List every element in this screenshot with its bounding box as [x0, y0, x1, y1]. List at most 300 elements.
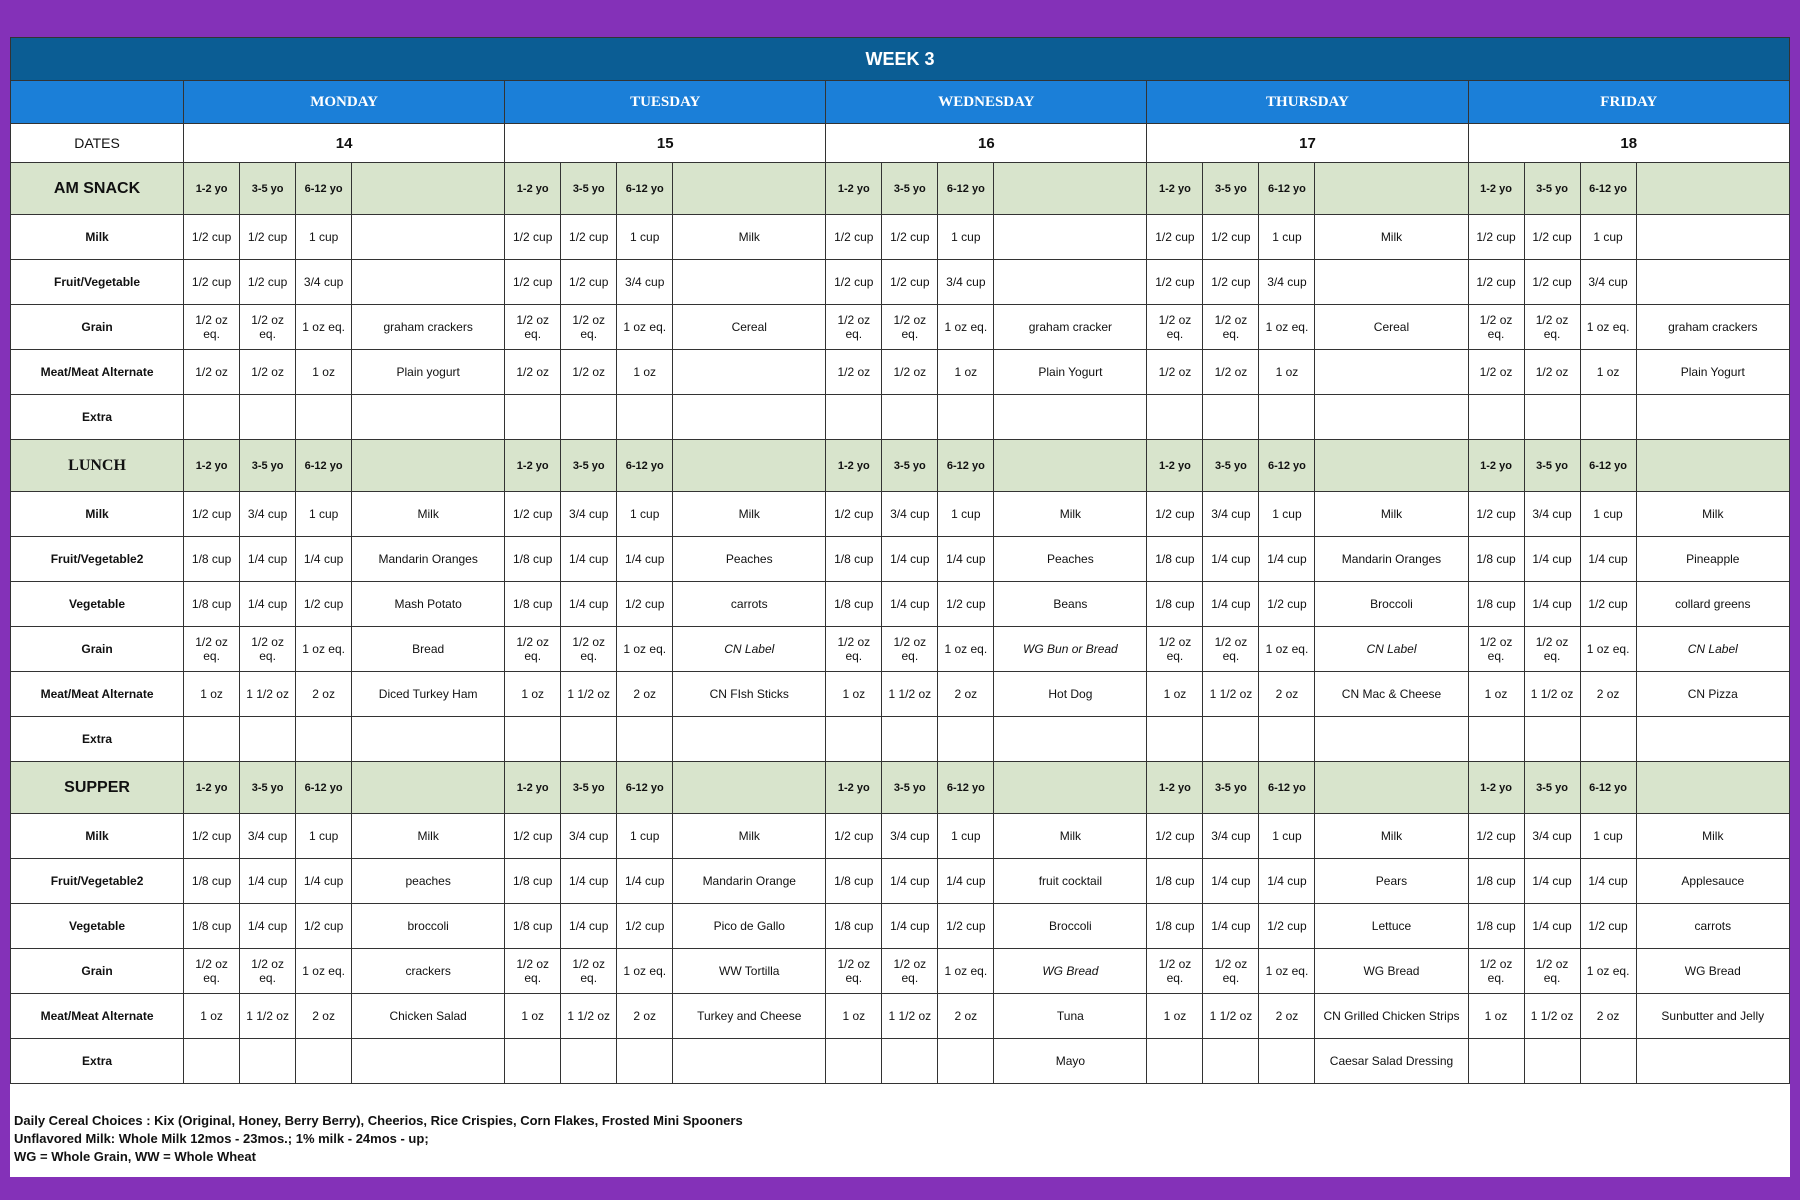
serving-quantity: 1/2 oz eq. [882, 627, 938, 672]
food-item [1636, 215, 1789, 260]
serving-quantity: 1/4 cup [882, 904, 938, 949]
food-item: carrots [1636, 904, 1789, 949]
serving-quantity [1580, 717, 1636, 762]
food-item [1315, 350, 1468, 395]
serving-quantity: 1/8 cup [184, 859, 240, 904]
meal-component-row [11, 994, 1790, 1039]
food-item: Beans [994, 582, 1147, 627]
food-item: Turkey and Cheese [673, 994, 826, 1039]
food-item: Mandarin Oranges [1315, 537, 1468, 582]
meal-component-row [11, 859, 1790, 904]
day-header-row [11, 81, 1790, 124]
serving-quantity: 3/4 cup [882, 814, 938, 859]
age-group-header: 3-5 yo [561, 440, 617, 492]
section-title: SUPPER [11, 762, 184, 814]
dates-row [11, 124, 1790, 163]
serving-quantity: 1 oz eq. [938, 949, 994, 994]
age-group-header: 6-12 yo [617, 762, 673, 814]
serving-quantity: 1 cup [938, 814, 994, 859]
age-group-header: 3-5 yo [240, 163, 296, 215]
serving-quantity [938, 717, 994, 762]
serving-quantity: 1/4 cup [1203, 904, 1259, 949]
serving-quantity: 1 oz [505, 672, 561, 717]
serving-quantity [1580, 395, 1636, 440]
serving-quantity [826, 717, 882, 762]
serving-quantity: 1/2 cup [184, 215, 240, 260]
section-title: AM SNACK [11, 163, 184, 215]
serving-quantity: 1/2 oz eq. [561, 949, 617, 994]
food-item: Pears [1315, 859, 1468, 904]
footnote-abbreviations: WG = Whole Grain, WW = Whole Wheat [14, 1149, 256, 1164]
food-item: Cereal [1315, 305, 1468, 350]
serving-quantity: 1 cup [617, 492, 673, 537]
food-item: Milk [1636, 492, 1789, 537]
serving-quantity: 2 oz [1580, 672, 1636, 717]
serving-quantity: 1 cup [938, 492, 994, 537]
meal-component-row [11, 260, 1790, 305]
serving-quantity: 1/4 cup [1524, 904, 1580, 949]
food-item: Diced Turkey Ham [352, 672, 505, 717]
food-item: WG Bread [994, 949, 1147, 994]
serving-quantity: 1/4 cup [1524, 537, 1580, 582]
serving-quantity: 1/2 cup [1203, 260, 1259, 305]
age-group-header: 3-5 yo [882, 163, 938, 215]
serving-quantity: 1/2 oz eq. [240, 627, 296, 672]
serving-quantity: 1/8 cup [505, 537, 561, 582]
serving-quantity: 1 1/2 oz [240, 994, 296, 1039]
serving-quantity: 1 oz [1259, 350, 1315, 395]
food-item [1315, 260, 1468, 305]
serving-quantity: 1/2 oz [184, 350, 240, 395]
serving-quantity: 2 oz [296, 672, 352, 717]
serving-quantity: 1/2 oz eq. [1203, 627, 1259, 672]
age-group-header: 6-12 yo [938, 163, 994, 215]
food-item: CN Label [1636, 627, 1789, 672]
component-label: Vegetable [11, 904, 184, 949]
serving-quantity: 1/2 cup [184, 492, 240, 537]
day-header: WEDNESDAY [826, 81, 1147, 124]
component-label: Meat/Meat Alternate [11, 350, 184, 395]
serving-quantity: 1 oz [1147, 994, 1203, 1039]
serving-quantity: 1/2 oz eq. [826, 305, 882, 350]
serving-quantity: 1/2 oz eq. [240, 305, 296, 350]
food-item: Milk [1636, 814, 1789, 859]
component-label: Grain [11, 949, 184, 994]
serving-quantity: 1 cup [1259, 814, 1315, 859]
serving-quantity [1203, 717, 1259, 762]
serving-quantity: 1 oz [1147, 672, 1203, 717]
age-group-header: 6-12 yo [296, 163, 352, 215]
serving-quantity [240, 395, 296, 440]
serving-quantity [1468, 717, 1524, 762]
serving-quantity: 1 1/2 oz [882, 994, 938, 1039]
serving-quantity: 1/8 cup [1147, 904, 1203, 949]
food-item: Plain yogurt [352, 350, 505, 395]
food-item [1315, 717, 1468, 762]
food-item: peaches [352, 859, 505, 904]
food-item: Pineapple [1636, 537, 1789, 582]
serving-quantity: 1 1/2 oz [561, 672, 617, 717]
food-item [673, 1039, 826, 1084]
food-item: Milk [1315, 215, 1468, 260]
food-item: graham crackers [352, 305, 505, 350]
serving-quantity [826, 395, 882, 440]
age-group-header: 1-2 yo [184, 163, 240, 215]
serving-quantity: 1 1/2 oz [1203, 672, 1259, 717]
age-group-header: 3-5 yo [1524, 163, 1580, 215]
day-date: 16 [826, 124, 1147, 163]
serving-quantity: 1/2 oz eq. [1203, 949, 1259, 994]
serving-quantity: 1/2 cup [505, 215, 561, 260]
serving-quantity: 1/2 oz eq. [184, 627, 240, 672]
serving-quantity [296, 395, 352, 440]
serving-quantity [882, 1039, 938, 1084]
serving-quantity: 1/8 cup [505, 859, 561, 904]
food-item: Sunbutter and Jelly [1636, 994, 1789, 1039]
food-item: WG Bun or Bread [994, 627, 1147, 672]
day-header: TUESDAY [505, 81, 826, 124]
serving-quantity: 1/2 cup [938, 582, 994, 627]
age-group-header: 3-5 yo [882, 762, 938, 814]
serving-quantity: 3/4 cup [561, 492, 617, 537]
food-header-blank [673, 440, 826, 492]
food-item: Chicken Salad [352, 994, 505, 1039]
serving-quantity [617, 1039, 673, 1084]
serving-quantity: 1/4 cup [240, 859, 296, 904]
meal-component-row [11, 582, 1790, 627]
day-header: THURSDAY [1147, 81, 1468, 124]
food-item: Cereal [673, 305, 826, 350]
serving-quantity: 3/4 cup [617, 260, 673, 305]
food-header-blank [1315, 762, 1468, 814]
serving-quantity: 1 1/2 oz [561, 994, 617, 1039]
serving-quantity: 1/4 cup [1580, 537, 1636, 582]
serving-quantity: 1/2 cup [826, 492, 882, 537]
serving-quantity [1468, 1039, 1524, 1084]
serving-quantity: 1/2 cup [240, 215, 296, 260]
section-header-supper [11, 762, 1790, 814]
serving-quantity: 1 oz [1468, 672, 1524, 717]
serving-quantity: 1 oz eq. [296, 949, 352, 994]
component-label: Extra [11, 395, 184, 440]
serving-quantity: 1 1/2 oz [1203, 994, 1259, 1039]
serving-quantity: 1/2 cup [938, 904, 994, 949]
serving-quantity: 1/4 cup [1203, 859, 1259, 904]
serving-quantity: 1/4 cup [1524, 859, 1580, 904]
component-label: Fruit/Vegetable2 [11, 537, 184, 582]
food-header-blank [673, 762, 826, 814]
food-item [673, 260, 826, 305]
serving-quantity: 1/4 cup [1203, 582, 1259, 627]
serving-quantity: 1/2 oz eq. [1524, 305, 1580, 350]
age-group-header: 1-2 yo [826, 163, 882, 215]
serving-quantity: 1 oz eq. [938, 627, 994, 672]
section-header-lunch [11, 440, 1790, 492]
serving-quantity: 1/4 cup [882, 859, 938, 904]
food-item: Hot Dog [994, 672, 1147, 717]
food-item: CN Grilled Chicken Strips [1315, 994, 1468, 1039]
serving-quantity: 1/2 oz eq. [826, 949, 882, 994]
food-item: CN FIsh Sticks [673, 672, 826, 717]
serving-quantity: 1 cup [617, 215, 673, 260]
serving-quantity: 1/4 cup [561, 582, 617, 627]
menu-table [10, 37, 1790, 1084]
food-item: fruit cocktail [994, 859, 1147, 904]
serving-quantity: 1/2 oz eq. [561, 627, 617, 672]
serving-quantity: 1/8 cup [505, 904, 561, 949]
serving-quantity: 1 cup [1259, 492, 1315, 537]
serving-quantity [938, 395, 994, 440]
menu-sheet [10, 37, 1790, 1177]
serving-quantity: 1/8 cup [826, 904, 882, 949]
age-group-header: 1-2 yo [505, 163, 561, 215]
serving-quantity: 2 oz [617, 672, 673, 717]
serving-quantity: 3/4 cup [1259, 260, 1315, 305]
serving-quantity: 1/2 cup [505, 492, 561, 537]
week-title: WEEK 3 [11, 38, 1790, 81]
food-item: CN Label [1315, 627, 1468, 672]
serving-quantity: 1 oz [184, 994, 240, 1039]
serving-quantity [505, 1039, 561, 1084]
food-item: Milk [1315, 492, 1468, 537]
food-item: graham crackers [1636, 305, 1789, 350]
serving-quantity: 1/2 cup [1580, 904, 1636, 949]
serving-quantity: 1/8 cup [184, 904, 240, 949]
serving-quantity: 1/2 cup [184, 260, 240, 305]
serving-quantity: 2 oz [938, 994, 994, 1039]
serving-quantity: 1/2 cup [1524, 260, 1580, 305]
serving-quantity: 3/4 cup [1580, 260, 1636, 305]
serving-quantity: 1/4 cup [1580, 859, 1636, 904]
serving-quantity: 2 oz [1259, 672, 1315, 717]
serving-quantity: 1/2 cup [1259, 582, 1315, 627]
food-item [673, 717, 826, 762]
serving-quantity: 1/2 cup [1147, 260, 1203, 305]
serving-quantity: 3/4 cup [1203, 492, 1259, 537]
serving-quantity: 2 oz [1580, 994, 1636, 1039]
serving-quantity: 1/2 oz [1147, 350, 1203, 395]
age-group-header: 3-5 yo [240, 440, 296, 492]
serving-quantity: 1 oz eq. [1580, 949, 1636, 994]
age-group-header: 6-12 yo [1580, 440, 1636, 492]
serving-quantity: 1 oz eq. [617, 949, 673, 994]
food-item [673, 350, 826, 395]
serving-quantity: 1/2 oz eq. [505, 305, 561, 350]
serving-quantity: 1/2 oz eq. [1147, 949, 1203, 994]
serving-quantity: 1 oz [617, 350, 673, 395]
serving-quantity [1524, 1039, 1580, 1084]
component-label: Meat/Meat Alternate [11, 994, 184, 1039]
serving-quantity: 1/2 cup [826, 814, 882, 859]
food-item: Broccoli [1315, 582, 1468, 627]
serving-quantity: 1/8 cup [826, 582, 882, 627]
serving-quantity: 1/2 cup [826, 215, 882, 260]
serving-quantity [882, 717, 938, 762]
food-item [1315, 395, 1468, 440]
serving-quantity [1203, 395, 1259, 440]
component-label: Extra [11, 717, 184, 762]
serving-quantity: 1 oz eq. [1580, 627, 1636, 672]
serving-quantity: 1/4 cup [240, 582, 296, 627]
food-item [352, 215, 505, 260]
serving-quantity: 1/2 oz eq. [1468, 305, 1524, 350]
food-header-blank [1315, 163, 1468, 215]
food-item: WW Tortilla [673, 949, 826, 994]
serving-quantity: 1/8 cup [1147, 537, 1203, 582]
component-label: Meat/Meat Alternate [11, 672, 184, 717]
meal-component-row [11, 537, 1790, 582]
serving-quantity: 1/2 cup [1147, 814, 1203, 859]
serving-quantity: 1 cup [1259, 215, 1315, 260]
serving-quantity [1147, 1039, 1203, 1084]
serving-quantity: 1/8 cup [1468, 859, 1524, 904]
serving-quantity: 1 oz eq. [1580, 305, 1636, 350]
day-date: 14 [184, 124, 505, 163]
serving-quantity: 1/2 cup [561, 260, 617, 305]
serving-quantity [561, 717, 617, 762]
serving-quantity [184, 1039, 240, 1084]
age-group-header: 6-12 yo [938, 762, 994, 814]
meal-component-row [11, 627, 1790, 672]
serving-quantity: 1/4 cup [882, 582, 938, 627]
food-item [994, 395, 1147, 440]
serving-quantity: 1 oz eq. [617, 305, 673, 350]
serving-quantity: 1/4 cup [1203, 537, 1259, 582]
serving-quantity: 1/2 oz eq. [505, 627, 561, 672]
component-label: Vegetable [11, 582, 184, 627]
food-header-blank [1636, 440, 1789, 492]
food-item: Plain Yogurt [994, 350, 1147, 395]
serving-quantity: 1/8 cup [1468, 582, 1524, 627]
serving-quantity: 1/2 cup [505, 260, 561, 305]
age-group-header: 6-12 yo [617, 440, 673, 492]
age-group-header: 1-2 yo [1468, 762, 1524, 814]
serving-quantity: 1/4 cup [561, 904, 617, 949]
serving-quantity: 1 oz eq. [296, 305, 352, 350]
footnote-milk: Unflavored Milk: Whole Milk 12mos - 23mos.; 1% milk - 24mos - up; [14, 1131, 429, 1146]
serving-quantity: 1/2 cup [882, 215, 938, 260]
serving-quantity: 3/4 cup [1524, 492, 1580, 537]
meal-component-row [11, 904, 1790, 949]
serving-quantity [296, 1039, 352, 1084]
serving-quantity: 1 oz [938, 350, 994, 395]
age-group-header: 1-2 yo [505, 440, 561, 492]
age-group-header: 6-12 yo [617, 163, 673, 215]
serving-quantity [1468, 395, 1524, 440]
meal-component-row [11, 949, 1790, 994]
serving-quantity: 1/8 cup [184, 537, 240, 582]
serving-quantity: 1/8 cup [826, 859, 882, 904]
component-label: Grain [11, 305, 184, 350]
age-group-header: 3-5 yo [1203, 440, 1259, 492]
serving-quantity: 1/2 cup [561, 215, 617, 260]
food-item: Applesauce [1636, 859, 1789, 904]
age-group-header: 3-5 yo [1203, 163, 1259, 215]
serving-quantity [1203, 1039, 1259, 1084]
food-header-blank [1636, 762, 1789, 814]
food-header-blank [352, 163, 505, 215]
food-item: Lettuce [1315, 904, 1468, 949]
serving-quantity: 1/8 cup [505, 582, 561, 627]
serving-quantity: 1 oz [1468, 994, 1524, 1039]
serving-quantity: 1/4 cup [240, 537, 296, 582]
serving-quantity: 1/2 oz eq. [1147, 627, 1203, 672]
serving-quantity: 1/2 oz [826, 350, 882, 395]
component-label: Extra [11, 1039, 184, 1084]
serving-quantity [1524, 717, 1580, 762]
serving-quantity: 1/4 cup [938, 859, 994, 904]
serving-quantity: 1/4 cup [1259, 537, 1315, 582]
food-item: Milk [673, 215, 826, 260]
age-group-header: 1-2 yo [505, 762, 561, 814]
serving-quantity: 1/2 oz eq. [184, 949, 240, 994]
serving-quantity: 1/2 oz eq. [1147, 305, 1203, 350]
component-label: Fruit/Vegetable2 [11, 859, 184, 904]
food-item: Milk [994, 492, 1147, 537]
serving-quantity: 1 oz [826, 672, 882, 717]
serving-quantity: 1 cup [617, 814, 673, 859]
serving-quantity: 1/8 cup [184, 582, 240, 627]
food-item: Peaches [673, 537, 826, 582]
serving-quantity: 1/2 oz [1203, 350, 1259, 395]
footnote-cereal: Daily Cereal Choices : Kix (Original, Honey, Berry Berry), Cheerios, Rice Crispies, Corn Flakes, Frosted Mini Spooners [14, 1113, 743, 1128]
age-group-header: 3-5 yo [561, 762, 617, 814]
serving-quantity: 1/2 oz [1468, 350, 1524, 395]
food-item: graham cracker [994, 305, 1147, 350]
day-date: 17 [1147, 124, 1468, 163]
day-header: FRIDAY [1468, 81, 1789, 124]
serving-quantity: 2 oz [617, 994, 673, 1039]
serving-quantity: 1/2 cup [1580, 582, 1636, 627]
serving-quantity: 1 oz eq. [617, 627, 673, 672]
food-item [673, 395, 826, 440]
age-group-header: 3-5 yo [1524, 440, 1580, 492]
serving-quantity: 1/4 cup [882, 537, 938, 582]
food-item [352, 717, 505, 762]
serving-quantity: 1 cup [1580, 814, 1636, 859]
serving-quantity: 1/2 cup [826, 260, 882, 305]
serving-quantity [938, 1039, 994, 1084]
day-date: 15 [505, 124, 826, 163]
food-header-blank [994, 163, 1147, 215]
serving-quantity: 1/2 cup [1468, 260, 1524, 305]
component-label: Fruit/Vegetable [11, 260, 184, 305]
food-header-blank [1315, 440, 1468, 492]
food-item [352, 1039, 505, 1084]
serving-quantity: 1/2 oz eq. [184, 305, 240, 350]
serving-quantity: 1/2 oz eq. [1524, 949, 1580, 994]
serving-quantity [505, 717, 561, 762]
serving-quantity: 1/2 oz eq. [1468, 627, 1524, 672]
serving-quantity: 1/2 oz eq. [240, 949, 296, 994]
food-item: Milk [673, 492, 826, 537]
serving-quantity [505, 395, 561, 440]
serving-quantity: 1/2 oz [1524, 350, 1580, 395]
food-item [352, 260, 505, 305]
food-header-blank [994, 762, 1147, 814]
serving-quantity: 1/4 cup [617, 859, 673, 904]
food-item: WG Bread [1315, 949, 1468, 994]
meal-component-row [11, 305, 1790, 350]
food-item [1636, 717, 1789, 762]
food-item: Bread [352, 627, 505, 672]
food-header-blank [352, 440, 505, 492]
serving-quantity: 1 cup [938, 215, 994, 260]
serving-quantity: 1 1/2 oz [240, 672, 296, 717]
serving-quantity: 1 oz [184, 672, 240, 717]
food-item: Mandarin Oranges [352, 537, 505, 582]
food-item: Peaches [994, 537, 1147, 582]
